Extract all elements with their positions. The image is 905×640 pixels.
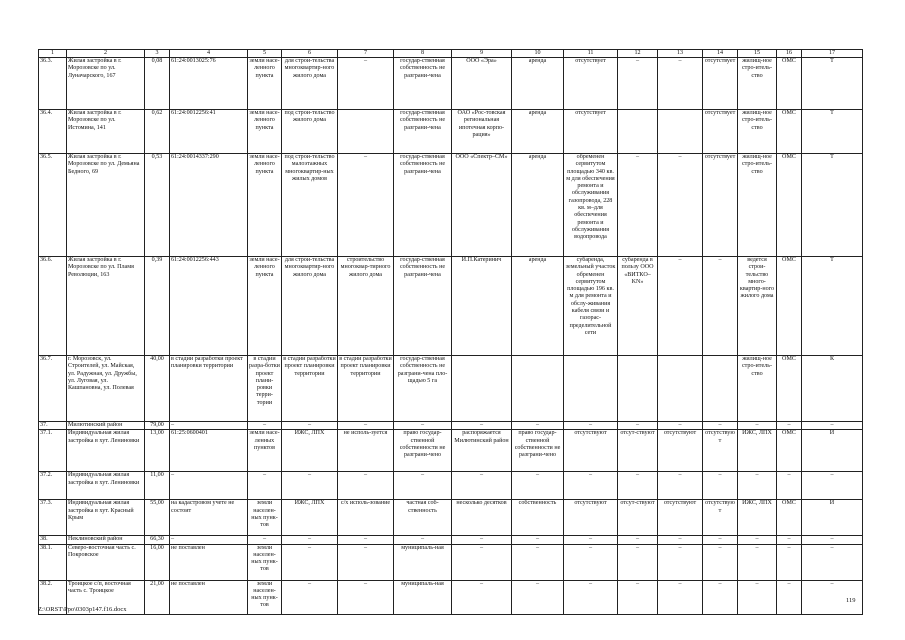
table-cell: ОМС [777,356,802,422]
table-cell: – [658,472,703,500]
table-cell: отсутствует [703,58,738,110]
table-cell: – [658,154,703,257]
table-cell: 66,30 [145,536,170,544]
table-cell: – [703,536,738,544]
table-cell: – [703,422,738,430]
table-cell: – [282,580,338,614]
table-cell: ИЖС, ЛПХ [282,430,338,472]
table-cell: ООО «Эра» [452,58,512,110]
table-cell: – [738,536,777,544]
table-cell: ОМС [777,154,802,257]
table-cell: – [738,544,777,580]
table-cell: в стадии разработки проект планировки территории [338,356,394,422]
table-cell: не поставлен [170,544,248,580]
table-row [39,580,863,614]
table-cell: – [738,580,777,614]
table-cell: Т [802,154,863,257]
table-cell: на кадастровом учете не состоит [170,500,248,536]
table-cell: – [777,580,802,614]
table-cell: – [564,472,618,500]
table-cell: жилищ-ное стро-итель-ство [738,154,777,257]
table-cell: частная соб-ственность [394,500,452,536]
table-cell: – [802,580,863,614]
table-cell: – [248,472,282,500]
table-cell: несколько десятков [452,500,512,536]
table-cell: – [738,472,777,500]
table-cell: отсутствуют [658,430,703,472]
table-cell: – [658,544,703,580]
page-number: 119 [846,597,856,604]
table-cell: Северо-восточная часть с. Покровское [67,544,145,580]
table-cell [703,356,738,422]
table-cell: земли насе-ленного пункта [248,257,282,356]
table-cell: аренда [512,58,564,110]
table-cell: – [703,257,738,356]
table-cell: 0,53 [145,154,170,257]
column-number-cell: 17 [802,50,863,58]
table-cell: И.П.Катеринич [452,257,512,356]
table-cell: субаренда в пользу ООО «ВИТКО–KN» [618,257,658,356]
table-cell: – [703,544,738,580]
table-cell: государ-ственная собственность не разграни-чена [394,58,452,110]
table-cell: с/х исполь-зование [338,500,394,536]
table-cell: – [452,422,512,430]
table-cell: – [618,580,658,614]
table-cell: – [338,58,394,110]
table-row [39,536,863,544]
table-cell: для строи-тельства многоквартир-ного жилого дома [282,58,338,110]
table-cell: Индивидуальная жилая застройка в хут. Красный Крым [67,500,145,536]
table-cell: 55,00 [145,500,170,536]
table-cell: земли насе-ленного пункта [248,154,282,257]
table-cell: в стадии разработки проект планировки территории [170,356,248,422]
table-cell: – [170,422,248,430]
table-cell: – [777,536,802,544]
table-row [39,110,863,154]
table-row [39,430,863,472]
table-cell: – [452,580,512,614]
table-cell: отсутствуют [703,430,738,472]
table-cell: 13,00 [145,430,170,472]
table-cell: 21,00 [145,580,170,614]
table-cell: Неклиновский район [67,536,145,544]
table-cell: ведется строи-тельство много-квартир-ного жилого дома [738,257,777,356]
column-number-cell: 14 [703,50,738,58]
column-number-cell: 9 [452,50,512,58]
table-cell: Жилая застройка в г. Морозовске по ул. Луначарского, 167 [67,58,145,110]
table-cell: не поставлен [170,580,248,614]
table-cell: ООО «Спектр–СМ» [452,154,512,257]
table-cell: земли населен-ных пунк-тов [248,544,282,580]
table-cell: 36.6. [39,257,67,356]
table-cell: государ-ственная собственность не разграни-чена [394,154,452,257]
table-cell: – [564,580,618,614]
land-register-table [38,49,863,615]
table-cell: 61:25:0600401 [170,430,248,472]
table-row [39,422,863,430]
table-cell: И [802,430,863,472]
table-cell: – [282,422,338,430]
column-number-cell: 15 [738,50,777,58]
table-cell: – [338,580,394,614]
table-cell: – [802,536,863,544]
table-cell: право государ-ственной собственности не разграни-чено [394,430,452,472]
table-cell: – [564,544,618,580]
table-cell: ОМС [777,500,802,536]
table-cell: отсутствует [703,110,738,154]
table-cell: 36.3. [39,58,67,110]
table-cell: – [512,536,564,544]
table-cell: – [282,472,338,500]
table-row [39,154,863,257]
table-cell: 36.4. [39,110,67,154]
table-cell: в стадии разра-ботки проект плани-ровки терри-тории [248,356,282,422]
table-cell: 0,62 [145,110,170,154]
table-cell: 37.2. [39,472,67,500]
table-cell [618,110,658,154]
table-cell: – [512,544,564,580]
table-cell: для строи-тельства многоквартир-ного жилого дома [282,257,338,356]
table-cell: не исполь-зуется [338,430,394,472]
table-cell: отсутствуют [658,500,703,536]
table-cell: – [282,544,338,580]
table-cell: ОМС [777,257,802,356]
table-cell: ИЖС, ЛПХ [282,500,338,536]
table-cell [618,356,658,422]
table-cell: аренда [512,257,564,356]
table-cell: – [618,536,658,544]
table-cell: Жилая застройка в г. Морозовске по ул. Пламя Революции, 163 [67,257,145,356]
table-cell: жилищ-ное стро-итель-ство [738,110,777,154]
table-cell: строительство многоквар-тирного жилого дома [338,257,394,356]
table-cell: – [777,422,802,430]
table-cell: земли насе-ленного пункта [248,58,282,110]
table-cell: Жилая застройка в г. Морозовске по ул. Демьяна Бедного, 69 [67,154,145,257]
column-number-cell: 8 [394,50,452,58]
table-cell: отсутствует [703,154,738,257]
table-cell: – [802,422,863,430]
table-cell: собственность [512,500,564,536]
table-cell: 61:24:0012256:41 [170,110,248,154]
table-cell: право государ-ственной собственности не разграни-чено [512,430,564,472]
table-cell: – [777,472,802,500]
table-cell: – [394,472,452,500]
table-cell: – [658,58,703,110]
table-cell: – [658,257,703,356]
table-cell: 0,39 [145,257,170,356]
table-row [39,257,863,356]
table-cell: ОМС [777,430,802,472]
table-cell: 79,00 [145,422,170,430]
table-cell: 37.1. [39,430,67,472]
table-cell [658,356,703,422]
table-cell: 38. [39,536,67,544]
table-cell: 61:24:0014337:290 [170,154,248,257]
table-row [39,544,863,580]
table-cell: земли населен-ных пунк-тов [248,580,282,614]
table-cell: ОМС [777,110,802,154]
table-cell: обременен сервитутом площадью 340 кв. м для обеспечения ремонта и обслуживания газопровода, 228 кв. м–для обеспечения ремонта и обслуживания водопровода [564,154,618,257]
table-cell: – [777,544,802,580]
table-cell [658,110,703,154]
table-cell: отсутствует [564,58,618,110]
table-cell: 37.3. [39,500,67,536]
column-number-cell: 13 [658,50,703,58]
table-cell: Индивидуальная жилая застройка в хут. Лениновки [67,472,145,500]
table-cell: – [703,472,738,500]
table-cell: аренда [512,110,564,154]
table-cell: – [512,422,564,430]
table-row [39,472,863,500]
table-cell: муниципаль-ная [394,544,452,580]
table-cell [564,356,618,422]
table-cell: 40,00 [145,356,170,422]
table-cell: К [802,356,863,422]
table-cell: 16,00 [145,544,170,580]
table-cell: распоряжается Милютинский район [452,430,512,472]
table-cell: в стадии разработки проект планировки территории [282,356,338,422]
column-number-cell: 4 [170,50,248,58]
table-cell: отсутствуют [703,500,738,536]
table-cell: – [618,58,658,110]
column-number-cell: 16 [777,50,802,58]
file-path: Z:\ORST\Ppo\0303p147.f16.docx [38,606,127,613]
table-cell: Т [802,58,863,110]
table-cell: – [802,472,863,500]
column-number-cell: 3 [145,50,170,58]
column-number-cell: 6 [282,50,338,58]
column-number-cell: 1 [39,50,67,58]
table-cell: г. Морозовск, ул. Строителей, ул. Майская, ул. Радужная, ул. Дружбы, ул. Луговая, ул. Кашпановна, ул. Полевая [67,356,145,422]
table-cell: – [338,536,394,544]
column-number-row [39,50,863,58]
table-cell: И [802,500,863,536]
table-cell: отсутствуют [564,500,618,536]
table-cell: – [738,422,777,430]
table-row [39,356,863,422]
table-cell: – [703,580,738,614]
table-cell: – [248,422,282,430]
table-cell: – [394,422,452,430]
table-cell: – [338,544,394,580]
table-cell: под строи-тельство малоэтажных многоквартир-ных жилых домов [282,154,338,257]
column-number-cell: 2 [67,50,145,58]
table-cell: – [658,580,703,614]
table-cell: – [802,544,863,580]
table-cell: под строи-тельство жилого дома [282,110,338,154]
table-cell: ИЖС, ЛПХ [738,430,777,472]
column-number-cell: 7 [338,50,394,58]
table-cell: – [452,472,512,500]
table-cell: 37. [39,422,67,430]
table-cell: отсут-ствуют [618,430,658,472]
table-row [39,58,863,110]
table-cell: государ-ственная собственность не разграни-чена [394,110,452,154]
table-cell: ОАО «Рос-товская региональная ипотечная корпо-рация» [452,110,512,154]
table-cell: – [338,472,394,500]
table-cell: земли насе-ленного пункта [248,110,282,154]
column-number-cell: 12 [618,50,658,58]
table-cell: – [452,536,512,544]
table-cell: – [658,422,703,430]
table-cell: Жилая застройка в г. Морозовске по ул. Истомина, 141 [67,110,145,154]
table-cell: – [394,536,452,544]
table-cell: – [338,154,394,257]
column-number-cell: 11 [564,50,618,58]
table-cell [512,356,564,422]
table-cell: отсутствует [564,110,618,154]
table-cell: – [452,544,512,580]
table-cell: субаренда, земельный участок обременен сервитутом площадью 196 кв. м для ремонта и обслу-живания кабеля связи и газорас-пределительной сети [564,257,618,356]
column-number-cell: 10 [512,50,564,58]
table-cell: 61:24:0012256:443 [170,257,248,356]
table-cell [452,356,512,422]
table-cell: – [338,422,394,430]
table-cell: – [658,536,703,544]
table-cell: 0,08 [145,58,170,110]
table-cell: – [170,472,248,500]
table-cell: ОМС [777,58,802,110]
table-cell: Милютинский район [67,422,145,430]
table-cell: – [564,536,618,544]
table-cell: – [618,154,658,257]
table-cell: – [618,472,658,500]
table-cell: муниципаль-ная [394,580,452,614]
table-cell [338,110,394,154]
table-cell: 38.2. [39,580,67,614]
column-number-cell: 5 [248,50,282,58]
table-cell: – [618,544,658,580]
table-cell: 36.7. [39,356,67,422]
table-cell: отсутствуют [564,430,618,472]
table-cell: 38.1. [39,544,67,580]
table-cell: жилищ-ное стро-итель-ство [738,356,777,422]
table-cell: 61:24:0013025:76 [170,58,248,110]
table-cell: Индивидуальная жилая застройка в хут. Лениновки [67,430,145,472]
table-row [39,500,863,536]
table-cell: 11,00 [145,472,170,500]
table-cell: – [512,472,564,500]
table-cell: Троицкое с/п, восточная часть с. Троицкое [67,580,145,614]
table-cell: – [282,536,338,544]
table-cell: аренда [512,154,564,257]
table-cell: – [512,580,564,614]
table-cell: земли населен-ных пунк-тов [248,500,282,536]
table-cell: – [564,422,618,430]
table-cell: Т [802,257,863,356]
table-cell: государ-ственная собственность не разграни-чена пло-щадью 5 га [394,356,452,422]
table-cell: – [170,536,248,544]
table-cell: Т [802,110,863,154]
table-cell: – [248,536,282,544]
table-cell: – [618,422,658,430]
table-cell: государ-ственная собственность не разграни-чена [394,257,452,356]
table-cell: ИЖС, ЛПХ [738,500,777,536]
table-cell: 36.5. [39,154,67,257]
table-cell: отсут-ствуют [618,500,658,536]
table-cell: земли насе-ленных пунктов [248,430,282,472]
table-cell: жилищ-ное стро-итель-ство [738,58,777,110]
